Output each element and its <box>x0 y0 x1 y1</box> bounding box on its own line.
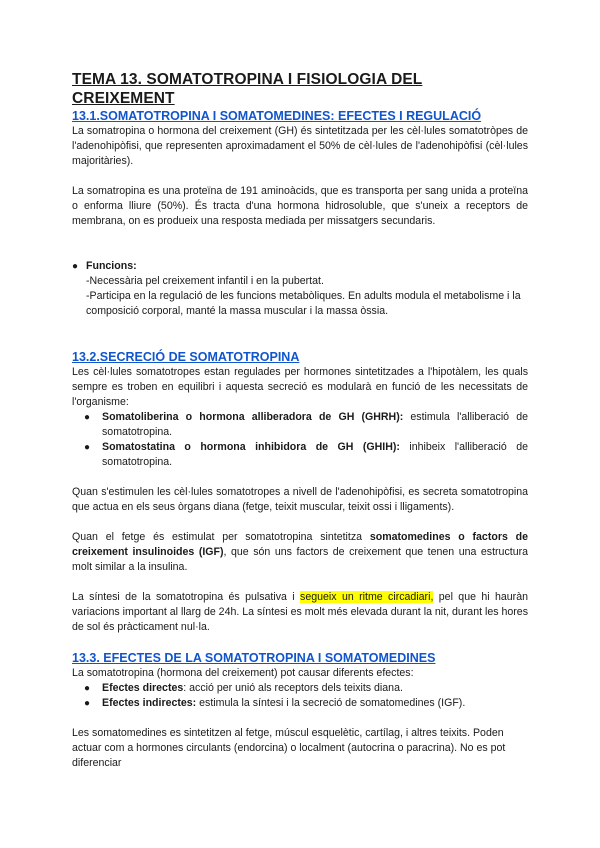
list-item: ● Somatostatina o hormona inhibidora de GH (GHIH): inhibeix l'alliberació de somatotropina. <box>84 441 528 468</box>
paragraph: Quan el fetge és estimulat per somatotropina sintetitza somatomedines o factors de creixement insulinoides (IGF), que són uns factors de creixement que tenen una estructura molt similar a la insulina. <box>72 531 529 573</box>
paragraph: La síntesi de la somatotropina és pulsativa i segueix un ritme circadiari, pel que hi hauràn variacions important al llarg de 24h. La síntesi es molt més elevada durant la nit, durant les hores de sol és pràcticament nul·la. <box>72 591 528 633</box>
list-item: ● Somatoliberina o hormona alliberadora de GH (GHRH): estimula l'alliberació de somatotropina. <box>84 411 528 438</box>
paragraph: La somatotropina (hormona del creixement) pot causar diferents efectes: <box>72 667 414 679</box>
bullet-icon: ● <box>84 442 91 453</box>
document-page <box>72 70 528 771</box>
paragraph: La somatropina es una proteïna de 191 aminoàcids, que es transporta per sang unida a proteïna o enforma lliure (50%). És tracta d'una hormona hidrosoluble, que s'uneix a receptors de membrana, on es produeix una resposta mediada per missatgers secundaris. <box>72 185 528 227</box>
bullet-icon: ● <box>84 412 91 423</box>
bullet-icon: ● <box>84 698 91 709</box>
paragraph: Quan s'estimulen les cèl·lules somatotropes a nivell de l'adenohipòfisi, es secreta somatotropina que actua en els seus òrgans diana (fetge, teixit muscular, teixit ossi i lligaments). <box>72 486 528 513</box>
list-item-funcions <box>72 259 528 274</box>
funcio-item: -Participa en la regulació de les funcions metabòliques. En adults modula el metabolisme i la composició corporal, manté la massa muscular i la massa òssia. <box>86 290 521 317</box>
section-heading-13-2: 13.2.SECRECIÓ DE SOMATOTROPINA <box>72 350 300 364</box>
list-item: ● Efectes indirectes: estimula la síntesi i la secreció de somatomedines (IGF). <box>84 697 466 709</box>
funcio-item: -Necessària pel creixement infantil i en la pubertat. <box>86 275 324 287</box>
document-title: TEMA 13. SOMATOTROPINA I FISIOLOGIA DEL CREIXEMENT <box>72 71 423 107</box>
paragraph: Les somatomedines es sintetitzen al fetge, múscul esquelètic, cartílag, i altres teixits. Poden actuar com a hormones circulants (endorcina) o localment (autocrina o paracrina). No es pot diferenciar <box>72 727 506 769</box>
funcions-label: Funcions: <box>86 260 137 272</box>
bullet-icon: ● <box>84 683 91 694</box>
paragraph: Les cèl·lules somatotropes estan regulades per hormones sintetitzades a l'hipotàlem, les quals sempre es troben en equilibri i aquesta secreció es modularà en funció de les necessitats de l'organisme: <box>72 366 528 408</box>
section-heading-13-3: 13.3. EFECTES DE LA SOMATOTROPINA I SOMATOMEDINES <box>72 651 436 665</box>
paragraph: La somatropina o hormona del creixement (GH) és sintetitzada per les cèl·lules somatotròpes de l'adenohipòfisi, que representen aproximadament el 50% de cèl·lules de l'adenohipòfisi (cèl·lules majoritàries). <box>72 125 528 167</box>
highlighted-text: segueix un ritme circadiari, <box>300 591 434 603</box>
section-heading-13-1: 13.1.SOMATOTROPINA I SOMATOMEDINES: EFECTES I REGULACIÓ <box>72 109 482 123</box>
list-item: ● Efectes directes: acció per unió als receptors dels teixits diana. <box>84 682 403 694</box>
bullet-icon: ● <box>72 261 79 272</box>
